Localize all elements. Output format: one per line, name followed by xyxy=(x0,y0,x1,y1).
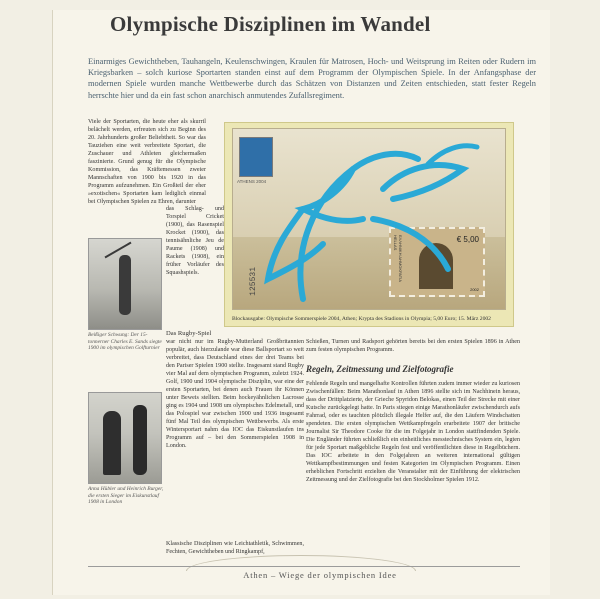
logo-label: ATHENS 2004 xyxy=(237,179,267,184)
page-title: Olympische Disziplinen im Wandel xyxy=(110,12,431,36)
skater-man-figure xyxy=(133,405,147,475)
body-text-right-1: Schießen, Turnen und Radsport gehörten bereits bei den ersten Spielen 1896 in Athen zum festen olympischen Programm. xyxy=(306,339,520,353)
body-text-right-2: Fehlende Regeln und mangelhafte Kontrollen führten zudem immer wieder zu kuriosen Zwischenfällen: Beim Marathonlauf in Athen 1896 stellte sich im Nachhinein heraus, dass der Drittplatzierte, der Grieche Spyridon Belokas, einen Teil der Strecke mit einer Kutsche zurückgelegt hatte. In Paris stiegen einige Marathonläufer zwischendurch aufs Fahrrad, oder es tauchten plötzlich illegale Helfer auf, die den Läufern Windschatten spendeten. Die ersten olympischen Wettkampfregeln erarbeitete 1907 der britische Journalist Sir Theodore Cooke für die im Folgejahr in London stattfindenden Spiele. Die Engländer führten schließlich ein einheitliches messtechnisches System ein, legten für jede Sportart maßgebliche Regeln fest und veröffentlichten diese in Regelbüchern. Das IOC arbeitete in den Folgejahren an weiteren international gültigen Wettkampfbestimmungen und festen Kategorien im Olympischen Programm. Einen erheblichen Fortschritt erzielten die Veranstalter mit der Einführung der elektrischen Zeitmessung und der Zielfotografie bei den Stockholmer Spielen 1912. xyxy=(306,381,520,483)
stamp-value: € 5,00 xyxy=(456,235,479,244)
stamp-caption: Blockausgabe: Olympische Sommerspiele 2004, Athen; Krypta des Stadions in Olympia; 5,00 Euro; 15. März 2002 xyxy=(232,316,491,322)
scribble-stroke-2 xyxy=(303,169,363,221)
skater-woman-figure xyxy=(103,411,121,475)
footer-rule xyxy=(88,566,520,567)
golfer-photo xyxy=(88,238,162,330)
skaters-photo xyxy=(88,392,162,484)
body-text-left-1: Viele der Sportarten, die heute eher als skurril belächelt werden, erfreuten sich zu Beginn des 20. Jahrhunderts großer Beliebtheit. So war das Tauziehen eine weit verbreitete Sportart, die Zuschauer und Athleten gleichermaßen faszinierte. Grund genug für die Olympische Kommission, das Kräftemessen zweier Mannschaften von 1900 bis 1920 in das Programm aufzunehmen. Ein Großteil der eher »exotischen« Sportarten kam lediglich einmal bei Olympischen Spielen zu Ehren, darunter xyxy=(88,119,206,205)
scribble-stroke-4 xyxy=(373,219,448,269)
body-text-left-4: Klassische Disziplinen wie Leichtathletik, Schwimmen, Fechten, Gewichtheben und Ringkampf, xyxy=(166,541,304,555)
scribble-stroke-3 xyxy=(383,165,463,199)
page-footer: Athen – Wiege der olympischen Idee xyxy=(243,570,397,580)
section-subhead: Regeln, Zeitmessung und Zielfotografie xyxy=(306,364,454,374)
stamp-country: ΕΛΛΗΝΙΚΗ ΔΗΜΟΚΡΑΤΙΑ HELLAS xyxy=(393,235,403,282)
golfer-figure xyxy=(119,255,131,315)
body-text-left-2: das Schlag- und Torspiel Cricket (1900), das Rasenspiel Krocket (1900), das tennisähnliche Jeu de Paume (1908) und Rackets (1908), ein früher Vorläufer des Squashspiels. xyxy=(166,206,224,276)
intro-paragraph: Einarmiges Gewichtheben, Tauhangeln, Keulenschwingen, Kraulen für Matrosen, Hoch- und Weitsprung im Reiten oder Rudern im Kriegsbarken – solch kuriose Sportarten standen einst auf dem Programm der Olympischen Spiele. In der Anfangsphase der modernen Spiele wurden manche Wettbewerbe durch das Schätzen von Distanzen und Zeiten entschieden, statt fester Regeln herrschte hier und da ein fast schon anarchisch anmutendes Zufallsregiment. xyxy=(88,57,536,100)
rugby-lead: Das Rugby-Spiel xyxy=(166,330,212,337)
skaters-caption: Anna Hübler und Heinrich Burger, die ersten Sieger im Eiskunstlauf 1908 in London xyxy=(88,486,164,506)
sheet-serial-number: 125531 xyxy=(249,267,258,296)
blue-scribble-overlay xyxy=(233,129,506,310)
golfer-caption: Beißiger Schwung: Der 15-tonnerner Charles E. Sands siegte 1900 im olympischen Golfturnier xyxy=(88,332,162,352)
stamp-year: 2002 xyxy=(470,287,479,292)
souvenir-sheet xyxy=(232,128,506,310)
scribble-stroke-6 xyxy=(428,146,477,164)
body-text-left-3: war nicht nur im Rugby-Mutterland Großbritannien populär, auch hierzulande war diese Ballsportart so weit verbreitet, dass Deutschland eines der drei Teams bei den Pariser Spielen 1900 stellte. Insgesamt stand Rugby vier Mal auf dem olympischen Programm, zuletzt 1924. Golf, 1900 und 1904 olympische Disziplin, war eine der ersten Sportarten, bei denen auch Frauen ihr Können unter Beweis stellten. Beim hockeyähnlichen Lacrosse ging es 1904 und 1908 um olympisches Edelmetall, und das Polospiel war zwischen 1900 und 1936 insgesamt fünf Mal Teil des olympischen Wettbewerbs. Als erste Wintersportart nahm das IOC das Eiskunstlaufen ins Programm auf – bei den Sommerspielen 1908 in London. xyxy=(166,339,304,449)
